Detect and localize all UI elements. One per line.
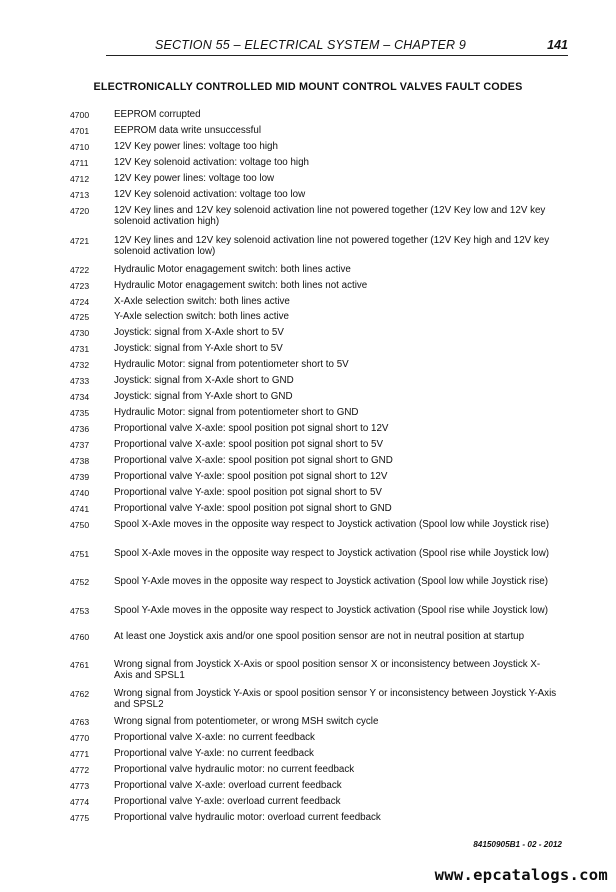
fault-code-description: Proportional valve X-axle: overload current feedback [114,780,342,791]
fault-code-number: 4733 [70,376,90,386]
fault-code-description: Wrong signal from Joystick Y-Axis or spool position sensor Y or inconsistency between Joystick Y-Axis and SPSL2 [114,688,557,711]
fault-code-description: Hydraulic Motor enagagement switch: both lines not active [114,280,368,291]
fault-code-description: Joystick: signal from X-Axle short to 5V [114,327,284,338]
fault-code-number: 4735 [70,408,90,418]
fault-code-number: 4773 [70,781,90,791]
fault-code-description: 12V Key solenoid activation: voltage too high [114,157,309,168]
fault-code-description: Proportional valve hydraulic motor: no current feedback [114,764,355,775]
document-title: ELECTRONICALLY CONTROLLED MID MOUNT CONTROL VALVES FAULT CODES [93,81,523,93]
fault-code-description: Proportional valve X-axle: spool position pot signal short to GND [114,455,393,466]
fault-code-number: 4710 [70,142,90,152]
fault-code-description: Proportional valve hydraulic motor: overload current feedback [114,812,381,823]
fault-code-description: Proportional valve X-axle: spool position pot signal short to 12V [114,423,389,434]
fault-code-description: 12V Key lines and 12V key solenoid activation line not powered together (12V Key high and 12V key solenoid activation low) [114,235,550,258]
fault-code-number: 4770 [70,733,90,743]
fault-code-description: Proportional valve Y-axle: spool position pot signal short to GND [114,503,392,514]
fault-code-number: 4700 [70,110,90,120]
fault-code-number: 4750 [70,520,90,530]
fault-code-description: Proportional valve Y-axle: overload current feedback [114,796,341,807]
fault-code-number: 4732 [70,360,90,370]
fault-code-description: Hydraulic Motor: signal from potentiometer short to GND [114,407,359,418]
page-number: 141 [547,38,568,52]
fault-code-number: 4762 [70,689,90,699]
fault-code-number: 4722 [70,265,90,275]
fault-code-number: 4701 [70,126,90,136]
fault-code-number: 4741 [70,504,90,514]
fault-code-description: Wrong signal from potentiometer, or wrong MSH switch cycle [114,716,379,727]
fault-code-number: 4771 [70,749,90,759]
fault-code-number: 4760 [70,632,90,642]
fault-code-description: EEPROM corrupted [114,109,201,120]
fault-code-number: 4774 [70,797,90,807]
fault-code-number: 4734 [70,392,90,402]
fault-code-number: 4725 [70,312,90,322]
fault-code-description: 12V Key solenoid activation: voltage too low [114,189,306,200]
fault-code-number: 4739 [70,472,90,482]
watermark: www.epcatalogs.com [434,866,608,884]
fault-code-number: 4737 [70,440,90,450]
fault-code-description: Spool X-Axle moves in the opposite way respect to Joystick activation (Spool rise while Joystick low) [114,548,550,559]
fault-code-number: 4752 [70,577,90,587]
fault-code-description: X-Axle selection switch: both lines active [114,296,290,307]
fault-code-description: Proportional valve Y-axle: no current feedback [114,748,314,759]
fault-code-description: Proportional valve X-axle: spool position pot signal short to 5V [114,439,384,450]
fault-code-number: 4720 [70,206,90,216]
fault-code-description: Proportional valve X-axle: no current feedback [114,732,315,743]
fault-code-description: Hydraulic Motor: signal from potentiometer short to 5V [114,359,349,370]
fault-code-number: 4730 [70,328,90,338]
fault-code-number: 4753 [70,606,90,616]
fault-code-description: 12V Key power lines: voltage too low [114,173,275,184]
fault-code-description: Joystick: signal from Y-Axle short to GND [114,391,293,402]
fault-code-description: Proportional valve Y-axle: spool position pot signal short to 5V [114,487,382,498]
fault-code-description: EEPROM data write unsuccessful [114,125,262,136]
fault-code-number: 4736 [70,424,90,434]
fault-code-description: 12V Key lines and 12V key solenoid activation line not powered together (12V Key low and 12V key solenoid activation high) [114,205,546,228]
fault-code-description: Joystick: signal from Y-Axle short to 5V [114,343,283,354]
fault-code-number: 4723 [70,281,90,291]
fault-code-number: 4711 [70,158,89,168]
fault-code-number: 4772 [70,765,90,775]
fault-code-description: Spool X-Axle moves in the opposite way respect to Joystick activation (Spool low while Joystick rise) [114,519,550,530]
fault-code-description: Y-Axle selection switch: both lines active [114,311,289,322]
fault-code-description: Hydraulic Motor enagagement switch: both lines active [114,264,351,275]
fault-code-number: 4713 [70,190,90,200]
fault-code-number: 4740 [70,488,90,498]
fault-code-number: 4761 [70,660,90,670]
fault-code-number: 4775 [70,813,90,823]
fault-code-description: Spool Y-Axle moves in the opposite way respect to Joystick activation (Spool low while Joystick rise) [114,576,548,587]
page-header [106,37,568,56]
fault-code-number: 4712 [70,174,90,184]
fault-code-number: 4763 [70,717,90,727]
fault-code-number: 4751 [70,549,90,559]
document-code: 84150905B1 - 02 - 2012 [473,840,562,849]
section-title: SECTION 55 – ELECTRICAL SYSTEM – CHAPTER 9 [155,38,467,52]
fault-code-description: 12V Key power lines: voltage too high [114,141,278,152]
fault-code-description: Joystick: signal from X-Axle short to GND [114,375,294,386]
fault-code-description: Proportional valve Y-axle: spool position pot signal short to 12V [114,471,388,482]
fault-code-number: 4738 [70,456,90,466]
fault-code-description: Wrong signal from Joystick X-Axis or spool position sensor X or inconsistency between Joystick X-Axis and SPSL1 [114,659,541,682]
fault-code-description: At least one Joystick axis and/or one spool position sensor are not in neutral position at startup [114,631,525,642]
fault-code-description: Spool Y-Axle moves in the opposite way respect to Joystick activation (Spool rise while Joystick low) [114,605,548,616]
fault-code-number: 4721 [70,236,90,246]
fault-code-number: 4731 [70,344,90,354]
fault-code-number: 4724 [70,297,90,307]
